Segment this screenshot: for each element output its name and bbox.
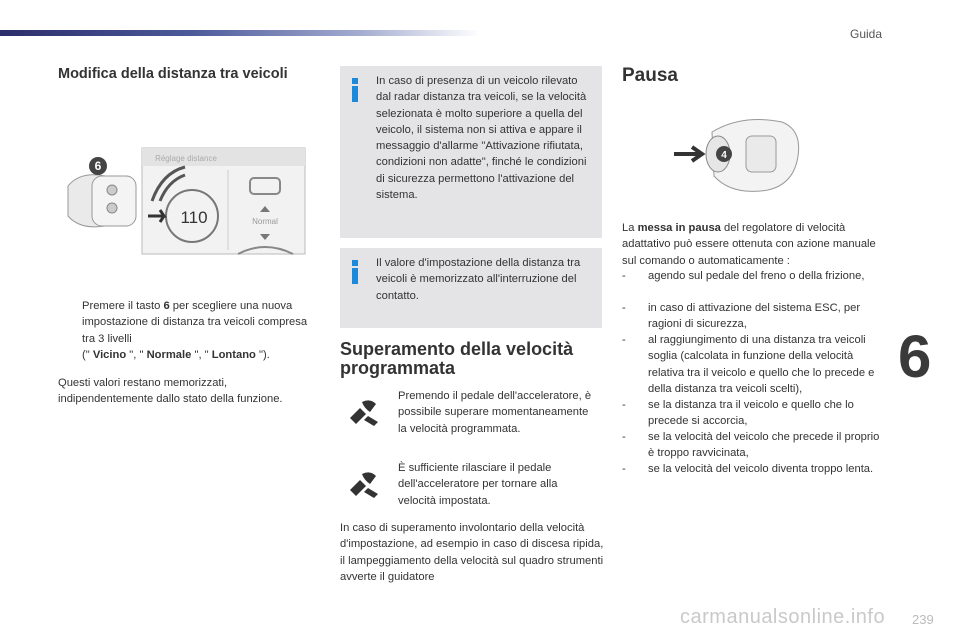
dash-marker: - — [622, 334, 626, 346]
header-gradient-bar — [0, 30, 480, 36]
section-title-distance: Modifica della distanza tra veicoli — [58, 66, 288, 82]
pause-item — [622, 429, 884, 461]
pause-illustration — [672, 112, 804, 200]
screen-mode-text: Normal — [252, 217, 278, 226]
levels-sep-2: ", " — [191, 348, 212, 361]
press-key: 6 — [163, 300, 170, 312]
page-number: 239 — [912, 612, 934, 627]
pause-item-text: in caso di attivazione del sistema ESC, per ragioni di sicurezza, — [648, 302, 861, 331]
pause-item — [622, 332, 884, 396]
pause-intro — [622, 220, 884, 269]
watermark: carmanualsonline.info — [680, 606, 886, 628]
level-lontano: Lontano — [211, 348, 256, 361]
dash-marker: - — [622, 431, 626, 443]
pause-item — [622, 397, 884, 429]
pause-item-text: al raggiungimento di una distanza tra veicoli soglia (calcolata in funzione della velocità relativa tra il veicolo e quello che lo precede e della distanza tra veicoli scelti), — [648, 334, 875, 395]
section-title-overspeed: Superamento della velocità programmata — [340, 339, 574, 378]
steering-control-screen-illustration — [60, 146, 310, 256]
press-instruction — [58, 298, 320, 363]
badge-4-text: 4 — [721, 150, 727, 161]
dash-marker: - — [622, 399, 626, 411]
foot-pedal-icon — [346, 468, 382, 502]
info-radar-text: In caso di presenza di un veicolo rilevato dal radar distanza tra veicoli, se la velocità selezionata è molto superiore a quella del veicolo, il sistema non si attiva e appare il messaggio d'allarme "Attivazione rifiutata, condizioni non adatte", finché le condizioni di sicurezza permettono l'attivazione del sistema. — [376, 75, 587, 202]
pause-item-text: agendo sul pedale del freno o della frizione, — [648, 270, 865, 282]
pause-intro-post: del regolatore di velocità adattativo può essere ottenuta con azione manuale sul comando o automaticamente : — [622, 222, 876, 267]
dash-marker: - — [622, 463, 626, 475]
overspeed-press-text: Premendo il pedale dell'acceleratore, è possibile superare momentaneamente la velocità programmata. — [398, 390, 592, 435]
accelerator-press-icon — [346, 396, 382, 430]
cruise-stalk-illustration — [672, 112, 804, 200]
dash-marker: - — [622, 270, 626, 282]
section-label: Guida — [850, 27, 883, 41]
pause-item — [622, 461, 884, 493]
overspeed-release-text: È sufficiente rilasciare il pedale dell'acceleratore per tornare alla velocità impostata. — [398, 462, 558, 507]
levels-sep-1: ", " — [126, 348, 147, 361]
accelerator-release-icon — [346, 468, 382, 502]
level-vicino: Vicino — [92, 348, 127, 361]
section-title-pause: Pausa — [622, 65, 678, 86]
info-icon — [352, 86, 358, 102]
levels-open: (" — [82, 348, 93, 361]
overspeed-warning-text: In caso di superamento involontario della velocità d'impostazione, ad esempio in caso di discesa ripida, il lampeggiamento della velocità sul quadro strumenti avverte il guidatore — [340, 522, 604, 583]
info-box-memory — [340, 248, 602, 328]
badge-6-text: 6 — [94, 159, 102, 173]
pause-item — [622, 300, 884, 332]
pause-item-text: se la velocità del veicolo che precede il proprio è troppo ravvicinata, — [648, 431, 880, 460]
info-memory-text: Il valore d'impostazione della distanza tra veicoli è memorizzato all'interruzione del contatto. — [376, 257, 581, 302]
pause-item — [622, 268, 884, 300]
levels-close: "). — [255, 348, 270, 361]
pause-intro-pre: La — [622, 222, 638, 234]
chapter-number: 6 — [898, 323, 932, 390]
screen-title-text: Réglage distance — [155, 154, 217, 163]
memorized-note: Questi valori restano memorizzati, indipendentemente dallo stato della funzione. — [58, 377, 283, 406]
distance-illustration — [60, 146, 310, 256]
info-box-radar — [340, 66, 602, 238]
pause-intro-bold: messa in pausa — [637, 222, 721, 234]
info-icon — [352, 268, 358, 284]
pause-item-text: se la velocità del veicolo diventa troppo lenta. — [648, 463, 874, 475]
foot-pedal-icon — [346, 396, 382, 430]
dash-marker: - — [622, 302, 626, 314]
press-text-1: Premere il tasto — [82, 300, 164, 312]
level-normale: Normale — [146, 348, 192, 361]
press-text-2: per scegliere una nuova impostazione di distanza tra veicoli compresa tra 3 livelli — [82, 300, 308, 345]
screen-speed-text: 110 — [180, 208, 208, 227]
pause-item-text: se la distanza tra il veicolo e quello che lo precede si accorcia, — [648, 399, 854, 428]
